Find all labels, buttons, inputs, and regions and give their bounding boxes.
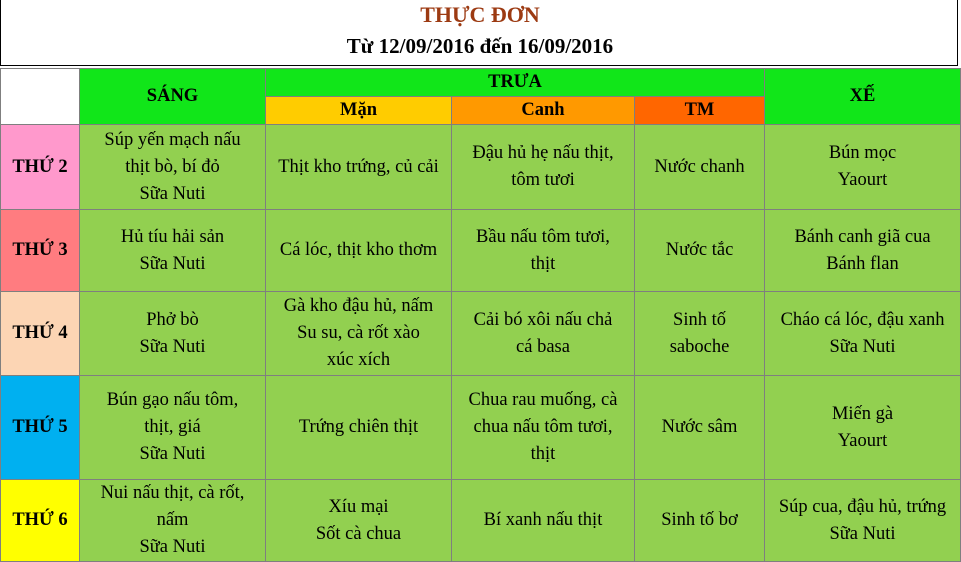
- day-label: THỨ 2: [1, 125, 80, 210]
- meal-line: Súp yến mạch nấu: [104, 129, 241, 150]
- meal-cell-sang: [80, 376, 266, 480]
- meal-line: Bánh canh giã cua: [794, 226, 931, 247]
- meal-line: chua nấu tôm tươi,: [473, 417, 613, 437]
- day-label: THỨ 5: [1, 376, 80, 480]
- meal-cell-sang: [80, 480, 266, 562]
- col-header-man: Mặn: [266, 97, 452, 125]
- meal-line: Bún gạo nấu tôm,: [106, 390, 239, 410]
- meal-line: Gà kho đậu hủ, nấm: [283, 296, 434, 316]
- meal-line: Hủ tíu hải sản: [120, 226, 225, 247]
- meal-cell-xe: [765, 210, 961, 292]
- meal-cell-canh: [452, 480, 635, 562]
- meal-line: Chua rau muống, cà: [468, 390, 618, 410]
- meal-cell-sang: [80, 125, 266, 210]
- meal-line: Bún mọc: [828, 143, 897, 163]
- meal-line: Sữa Nuti: [829, 336, 896, 357]
- meal-line: Phở bò: [146, 309, 199, 330]
- meal-cell-canh: [452, 125, 635, 210]
- meal-cell-xe: [765, 376, 961, 480]
- day-label: THỨ 6: [1, 480, 80, 562]
- meal-cell-man: [266, 292, 452, 376]
- meal-cell-tm: [635, 480, 765, 562]
- meal-line: Sữa Nuti: [139, 444, 206, 464]
- meal-line: thịt: [530, 444, 556, 464]
- meal-line: Yaourt: [837, 170, 888, 190]
- corner-cell: [1, 69, 80, 125]
- meal-cell-xe: [765, 125, 961, 210]
- meal-line: Sốt cà chua: [315, 523, 402, 544]
- meal-cell-sang: [80, 210, 266, 292]
- meal-line: nấm: [156, 510, 189, 530]
- meal-cell-tm: [635, 376, 765, 480]
- meal-cell-tm: [635, 125, 765, 210]
- table-row: [1, 376, 961, 480]
- meal-cell-canh: [452, 292, 635, 376]
- day-label: THỨ 4: [1, 292, 80, 376]
- meal-line: Sinh tố: [673, 309, 726, 330]
- meal-cell-canh: [452, 210, 635, 292]
- table-row: [1, 125, 961, 210]
- meal-line: Miến gà: [831, 403, 894, 424]
- meal-line: Yaourt: [837, 430, 888, 451]
- meal-line: Sữa Nuti: [139, 253, 206, 274]
- meal-line: Bầu nấu tôm tươi,: [476, 226, 610, 247]
- table-row: [1, 480, 961, 562]
- meal-cell-xe: [765, 480, 961, 562]
- day-label: THỨ 3: [1, 210, 80, 292]
- meal-line: Xíu mại: [328, 496, 389, 517]
- table-row: [1, 292, 961, 376]
- meal-line: Thịt kho trứng, củ cải: [278, 156, 439, 177]
- menu-header: [0, 0, 958, 66]
- meal-cell-man: [266, 210, 452, 292]
- meal-line: Sữa Nuti: [139, 183, 206, 204]
- meal-line: Cá lóc, thịt kho thơm: [279, 240, 438, 260]
- meal-line: Sữa Nuti: [829, 523, 896, 544]
- meal-line: Sinh tố bơ: [661, 510, 738, 530]
- meal-line: Sữa Nuti: [139, 336, 206, 357]
- meal-cell-tm: [635, 292, 765, 376]
- meal-cell-man: [266, 376, 452, 480]
- meal-line: saboche: [669, 336, 730, 357]
- meal-line: Nước sâm: [661, 417, 738, 437]
- meal-line: Súp cua, đậu hủ, trứng: [778, 496, 947, 517]
- meal-line: Cải bó xôi nấu chả: [473, 309, 613, 330]
- meal-line: Đậu hủ hẹ nấu thịt,: [472, 143, 614, 163]
- meal-line: thịt: [530, 253, 556, 274]
- meal-line: Nước chanh: [654, 156, 745, 177]
- menu-body: [1, 125, 961, 562]
- col-header-canh: Canh: [452, 97, 635, 125]
- meal-line: Su su, cà rốt xào: [297, 323, 420, 343]
- meal-line: Sữa Nuti: [139, 537, 206, 557]
- meal-line: Nước tắc: [665, 240, 734, 260]
- meal-cell-man: [266, 125, 452, 210]
- meal-line: thịt, giá: [144, 417, 201, 437]
- col-header-tm: TM: [635, 97, 765, 125]
- menu-title: THỰC ĐƠN: [420, 2, 540, 27]
- meal-line: thịt bò, bí đỏ: [125, 156, 220, 177]
- col-header-trua: TRƯA: [266, 69, 765, 97]
- meal-line: xúc xích: [326, 350, 391, 370]
- date-range: Từ 12/09/2016 đến 16/09/2016: [346, 34, 614, 58]
- meal-line: Nui nấu thịt, cà rốt,: [100, 483, 245, 503]
- meal-cell-xe: [765, 292, 961, 376]
- table-row: [1, 210, 961, 292]
- meal-cell-canh: [452, 376, 635, 480]
- col-header-sang: SÁNG: [80, 69, 266, 125]
- col-header-xe: XẾ: [765, 69, 961, 125]
- meal-line: Cháo cá lóc, đậu xanh: [780, 309, 945, 330]
- meal-line: cá basa: [516, 336, 570, 357]
- meal-cell-tm: [635, 210, 765, 292]
- meal-cell-sang: [80, 292, 266, 376]
- meal-line: Trứng chiên thịt: [298, 417, 419, 437]
- meal-line: Bánh flan: [826, 253, 899, 274]
- meal-line: tôm tươi: [511, 170, 575, 190]
- meal-line: Bí xanh nấu thịt: [483, 510, 603, 530]
- menu-table: [0, 68, 961, 562]
- meal-cell-man: [266, 480, 452, 562]
